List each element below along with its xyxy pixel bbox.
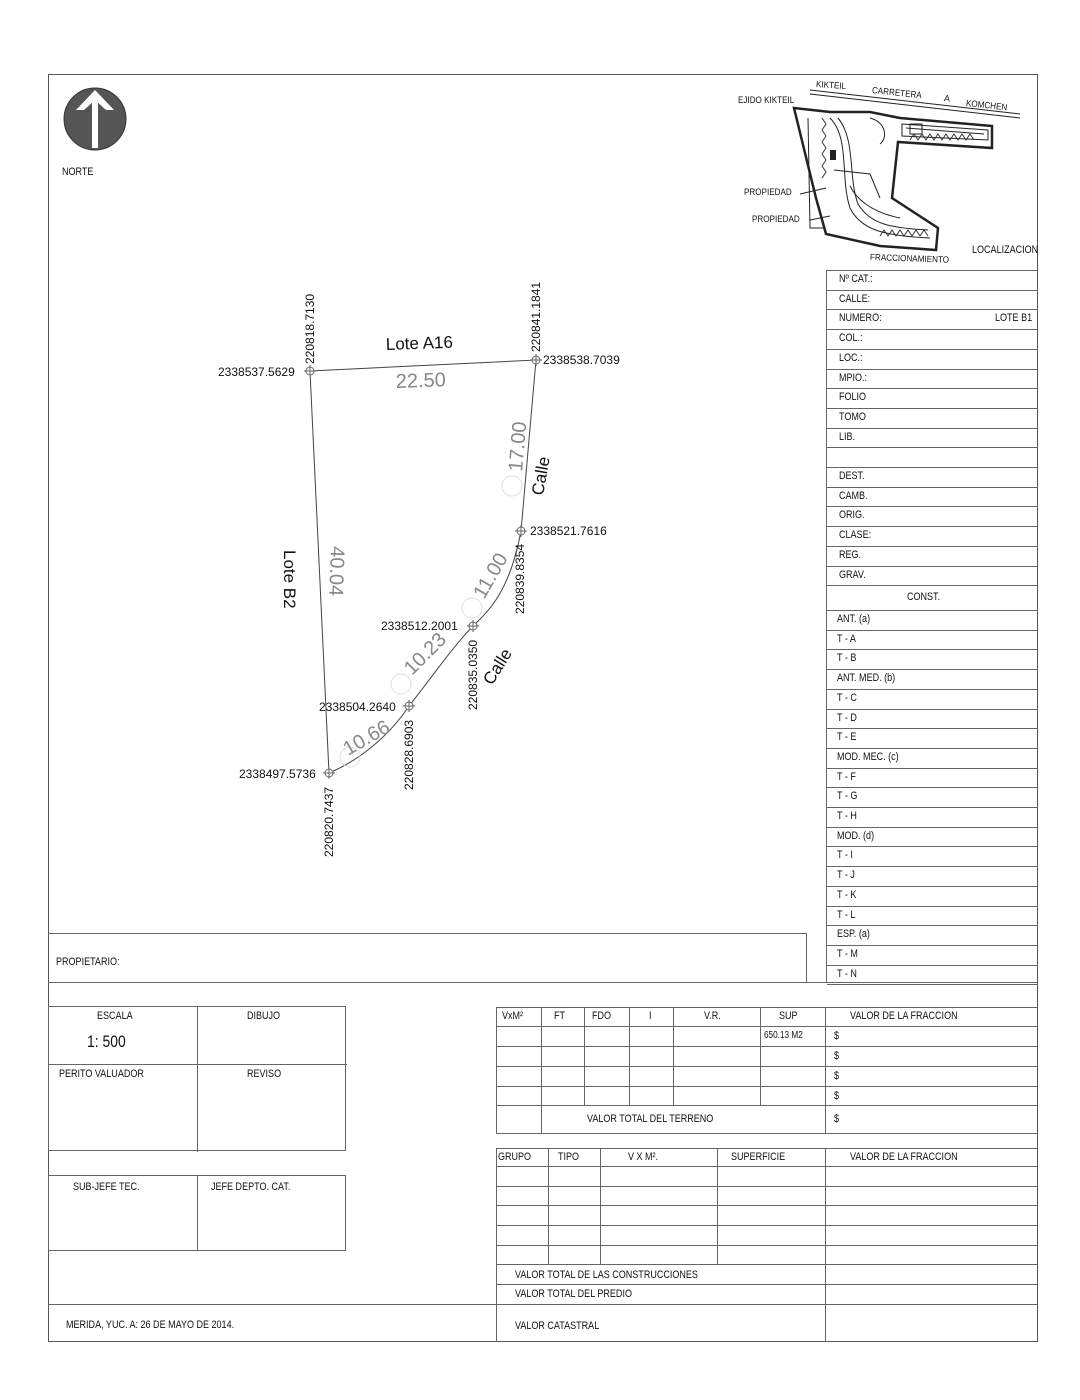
const-row-label: T - I: [837, 849, 853, 862]
info-row-divider: [827, 487, 1038, 488]
info-row-label: FOLIO: [839, 391, 867, 404]
const-row-divider: [827, 630, 1038, 631]
info-table-top: [827, 270, 1038, 271]
label-lote-b2: Lote B2: [280, 550, 299, 609]
const-row-divider: [827, 689, 1038, 690]
const-header: CONST.: [907, 591, 941, 603]
info-row-label: ORIG.: [839, 509, 865, 522]
const-row-divider: [827, 965, 1038, 966]
point-1-y: 2338537.5629: [218, 365, 295, 379]
const-row-divider: [827, 846, 1038, 847]
const-row-label: ANT. (a): [837, 613, 871, 625]
info-row-divider: [827, 290, 1038, 291]
info-row-label: CALLE:: [839, 292, 871, 305]
const-row-label: T - B: [837, 652, 857, 665]
const-row-divider: [827, 866, 1038, 867]
info-row-divider: [827, 428, 1038, 429]
land-header-valor: VALOR DE LA FRACCION: [850, 1010, 958, 1022]
const-row-label: T - J: [837, 869, 855, 882]
const-row-label: T - F: [837, 770, 856, 783]
const-row-divider: [827, 886, 1038, 887]
const-row-divider: [827, 906, 1038, 907]
const-header-valor: VALOR DE LA FRACCION: [850, 1151, 958, 1163]
const-row-label: T - E: [837, 731, 857, 744]
const-row-label: T - L: [837, 908, 856, 921]
point-1-x: 220818.7130: [303, 293, 317, 364]
point-3-x: 220839.8354: [513, 543, 527, 614]
perito-label: PERITO VALUADOR: [59, 1068, 144, 1080]
label-calle-bottom: Calle: [479, 645, 516, 689]
info-row-label: DEST.: [839, 470, 865, 482]
map-label-komchen: KOMCHEN: [965, 98, 1008, 113]
construction-table: [496, 1148, 1037, 1342]
info-row-divider: [827, 526, 1038, 527]
map-label-propiedad-1: PROPIEDAD: [744, 187, 792, 197]
const-row-divider: [827, 807, 1038, 808]
const-row-label: T - A: [837, 632, 856, 645]
info-row-label: LIB.: [839, 430, 856, 443]
point-2-y: 2338538.7039: [543, 353, 620, 367]
info-row-divider: [827, 566, 1038, 567]
info-row-divider: [827, 447, 1038, 448]
const-row-divider: [827, 748, 1038, 749]
info-row-label: TOMO: [839, 410, 866, 423]
info-row-divider: [827, 388, 1038, 389]
escala-value: 1: 500: [87, 1032, 126, 1051]
land-header-vxm2: VxM²: [502, 1010, 524, 1022]
info-row-label: NUMERO:: [839, 312, 882, 325]
point-5-y: 2338504.2640: [319, 700, 396, 714]
info-row-divider: [827, 506, 1038, 507]
const-row-label: T - M: [837, 947, 858, 960]
const-row-label: T - N: [837, 967, 857, 980]
map-label-carretera: CARRETERA: [871, 85, 923, 101]
land-currency-3: $: [834, 1070, 840, 1082]
land-header-sup: SUP: [779, 1010, 798, 1022]
const-row-label: ANT. MED. (b): [837, 672, 896, 685]
north-label: NORTE: [62, 166, 94, 178]
map-label-propiedad-2: PROPIEDAD: [752, 214, 800, 224]
point-4-x: 220835.0350: [466, 639, 480, 710]
footer-date: MERIDA, YUC. A: 26 DE MAYO DE 2014.: [66, 1319, 235, 1331]
distance-west: 40.04: [324, 545, 348, 597]
point-6-x: 220820.7437: [322, 786, 336, 857]
point-2-x: 220841.1841: [529, 281, 543, 352]
land-currency-2: $: [834, 1050, 840, 1062]
const-header-vxm2: V X M².: [628, 1151, 659, 1163]
dibujo-label: DIBUJO: [247, 1010, 281, 1022]
info-row-label: COL.:: [839, 332, 863, 345]
const-row-divider: [827, 649, 1038, 650]
label-lote-a16: Lote A16: [385, 332, 454, 354]
land-header-ft: FT: [554, 1010, 566, 1022]
distance-north: 22.50: [395, 369, 447, 393]
info-row-divider: [827, 467, 1038, 468]
const-header-tipo: TIPO: [558, 1151, 580, 1163]
info-row-label: Nº CAT.:: [839, 273, 873, 285]
info-row-divider: [827, 349, 1038, 350]
const-row-label: MOD. (d): [837, 829, 875, 842]
map-label-a: A: [943, 93, 951, 104]
land-header-i: I: [649, 1010, 652, 1022]
distance-curve-1: 11.00: [469, 549, 513, 603]
info-row-label: MPIO.:: [839, 371, 868, 384]
distance-curve-3: 10.66: [339, 716, 394, 761]
info-row-divider: [827, 369, 1038, 370]
info-row-divider: [827, 329, 1038, 330]
info-row-divider: [827, 585, 1038, 586]
point-6-y: 2338497.5736: [239, 767, 316, 781]
land-currency-4: $: [834, 1090, 840, 1102]
land-sup-value: 650.13 M2: [764, 1030, 803, 1041]
info-row-divider: [827, 546, 1038, 547]
info-row-label: LOC.:: [839, 351, 863, 364]
const-row-label: T - C: [837, 691, 857, 704]
sign-box-bottom: [48, 1176, 346, 1251]
point-5-x: 220828.6903: [402, 719, 416, 790]
point-4-y: 2338512.2001: [381, 619, 458, 633]
info-row-divider: [827, 408, 1038, 409]
const-row-label: T - K: [837, 888, 857, 901]
const-header-superficie: SUPERFICIE: [731, 1151, 786, 1163]
land-header-vr: V.R.: [704, 1010, 721, 1022]
info-row-value: LOTE B1: [995, 312, 1033, 325]
const-row-label: T - D: [837, 711, 857, 724]
const-row-divider: [827, 709, 1038, 710]
const-row-divider: [827, 827, 1038, 828]
const-header-grupo: GRUPO: [498, 1151, 532, 1163]
info-row-label: CAMB.: [839, 489, 868, 502]
land-header-fdo: FDO: [592, 1010, 612, 1022]
jefe-label: JEFE DEPTO. CAT.: [211, 1181, 291, 1193]
info-row-label: CLASE:: [839, 529, 872, 542]
land-currency-1: $: [834, 1030, 840, 1042]
valor-catastral-label: VALOR CATASTRAL: [515, 1320, 600, 1332]
land-total-label: VALOR TOTAL DEL TERRENO: [587, 1113, 714, 1125]
const-row-label: T - H: [837, 810, 857, 822]
subjefe-label: SUB-JEFE TEC.: [73, 1181, 140, 1193]
const-row-divider: [827, 925, 1038, 926]
const-row-divider: [827, 945, 1038, 946]
land-total-currency: $: [834, 1113, 840, 1125]
const-row-divider: [827, 768, 1038, 769]
map-label-kikteil: KIKTEIL: [815, 79, 847, 92]
const-row-divider: [827, 728, 1038, 729]
distance-curve-2: 10.23: [399, 628, 451, 680]
const-row-divider: [827, 787, 1038, 788]
info-row-divider: [827, 309, 1038, 310]
label-calle-right: Calle: [528, 455, 554, 497]
const-row-label: MOD. MEC. (c): [837, 750, 899, 763]
escala-label: ESCALA: [97, 1010, 133, 1022]
total-constructions-label: VALOR TOTAL DE LAS CONSTRUCCIONES: [515, 1269, 698, 1281]
map-label-ejido: EJIDO KIKTEIL: [738, 95, 795, 105]
sign-box-top: [48, 1006, 346, 1151]
owner-label: PROPIETARIO:: [56, 956, 120, 968]
location-title: LOCALIZACION: [972, 244, 1039, 256]
info-table: [826, 270, 1038, 983]
const-row-label: ESP. (a): [837, 928, 870, 941]
info-row-label: REG.: [839, 548, 862, 561]
map-label-fraccionamiento: FRACCIONAMIENTO: [869, 252, 950, 265]
info-row-label: GRAV.: [839, 568, 866, 581]
land-table: [496, 1007, 1037, 1134]
const-row-label: T - G: [837, 790, 858, 803]
total-predio-label: VALOR TOTAL DEL PREDIO: [515, 1288, 632, 1300]
distance-east: 17.00: [505, 420, 532, 473]
point-3-y: 2338521.7616: [530, 524, 607, 538]
const-divider: [827, 610, 1038, 611]
const-row-divider: [827, 669, 1038, 670]
reviso-label: REVISO: [247, 1068, 282, 1080]
const-row-divider: [827, 984, 1038, 985]
